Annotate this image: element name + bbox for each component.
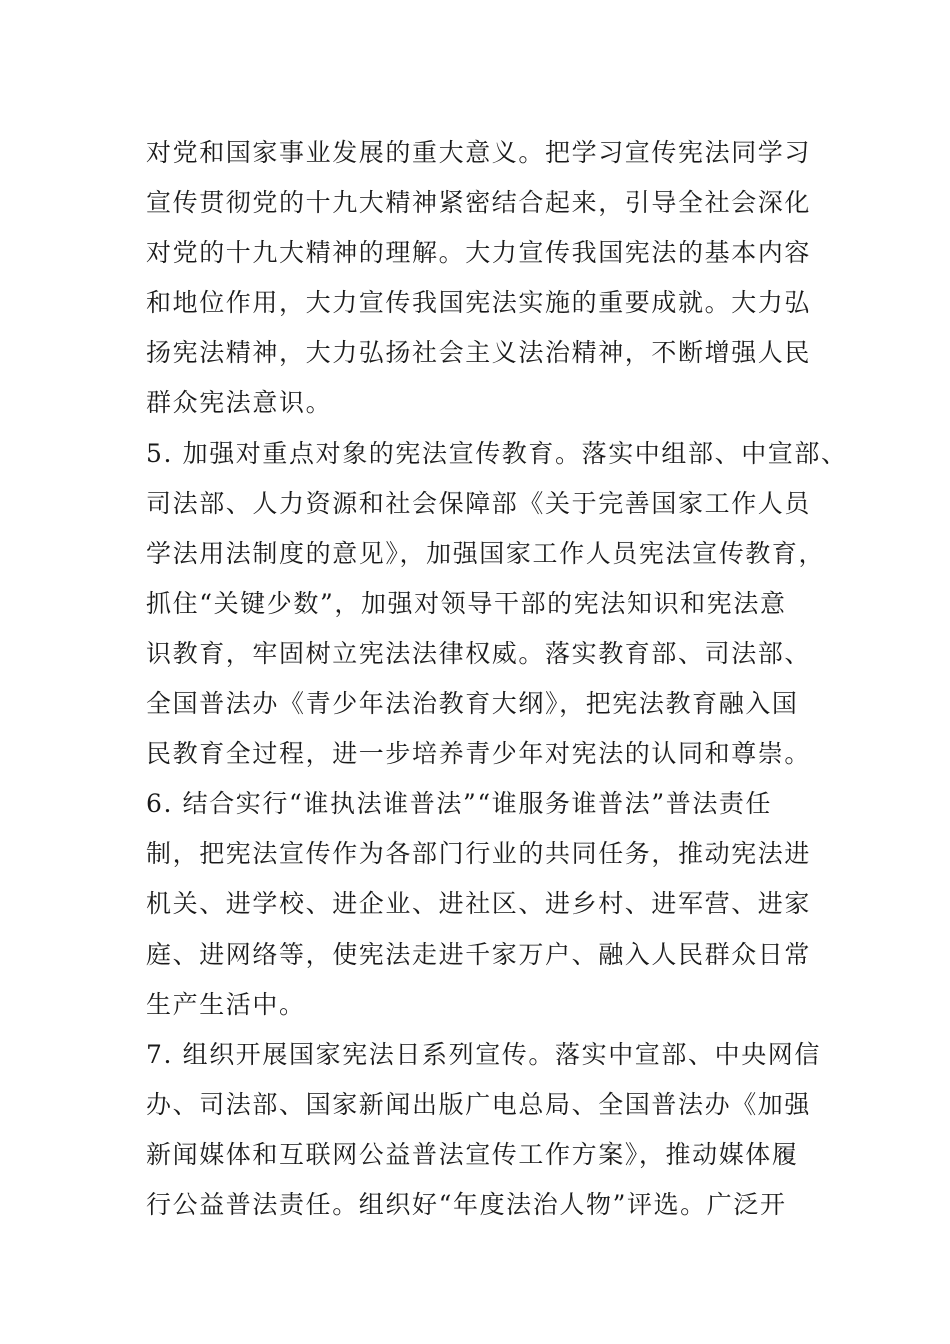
text-line: 7. 组织开展国家宪法日系列宣传。落实中宣部、中央网信 [146,1039,822,1069]
text-line: 抓住“关键少数”，加强对领导干部的宪法知识和宪法意 [146,588,787,618]
text-line: 全国普法办《青少年法治教育大纲》，把宪法教育融入国 [146,689,799,719]
text-line: 扬宪法精神，大力弘扬社会主义法治精神，不断增强人民 [146,338,812,368]
text-line: 识教育，牢固树立宪法法律权威。落实教育部、司法部、 [146,638,812,668]
text-line: 群众宪法意识。 [146,388,333,418]
text-line: 制，把宪法宣传作为各部门行业的共同任务，推动宪法进 [146,839,812,869]
text-line: 民教育全过程，进一步培养青少年对宪法的认同和尊崇。 [146,739,812,769]
text-line: 司法部、人力资源和社会保障部《关于完善国家工作人员 [146,488,812,518]
text-line: 宣传贯彻党的十九大精神紧密结合起来，引导全社会深化 [146,188,812,218]
text-line: 学法用法制度的意见》，加强国家工作人员宪法宣传教育， [146,538,826,568]
text-line: 对党的十九大精神的理解。大力宣传我国宪法的基本内容 [146,238,812,268]
text-line: 行公益普法责任。组织好“年度法治人物”评选。广泛开 [146,1189,787,1219]
text-line: 6. 结合实行“谁执法谁普法”“谁服务谁普法”普法责任 [146,789,773,819]
body-text [146,128,848,1230]
text-line: 对党和国家事业发展的重大意义。把学习宣传宪法同学习 [146,138,812,167]
text-line: 5. 加强对重点对象的宪法宣传教育。落实中组部、中宣部、 [146,438,848,468]
text-line: 机关、进学校、进企业、进社区、进乡村、进军营、进家 [146,889,812,919]
text-line: 生产生活中。 [146,989,306,1019]
text-line: 办、司法部、国家新闻出版广电总局、全国普法办《加强 [146,1089,812,1119]
text-line: 新闻媒体和互联网公益普法宣传工作方案》，推动媒体履 [146,1139,799,1169]
text-line: 和地位作用，大力宣传我国宪法实施的重要成就。大力弘 [146,288,812,318]
text-line: 庭、进网络等，使宪法走进千家万户、融入人民群众日常 [146,939,812,969]
